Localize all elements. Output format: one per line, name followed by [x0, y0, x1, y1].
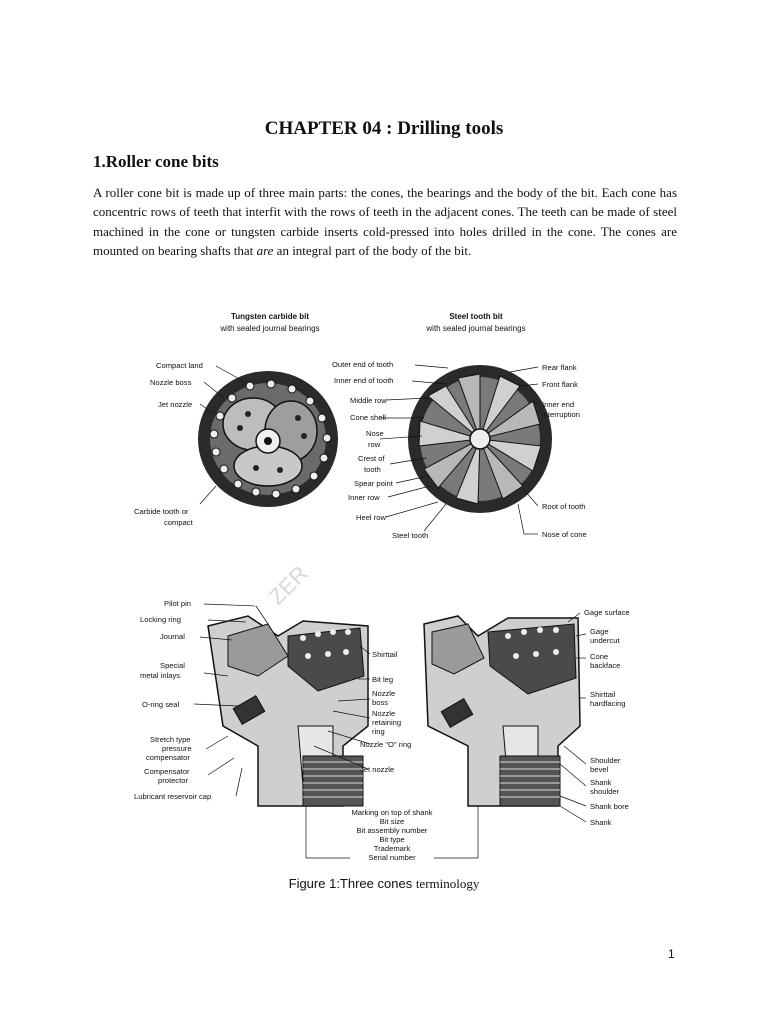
label-jet-nozzle-2: Jet nozzle	[360, 765, 395, 774]
label-gage: Gage	[590, 627, 609, 636]
label-compact-land: Compact land	[156, 361, 203, 370]
label-carbide-tooth: Carbide tooth or	[134, 507, 189, 516]
watermark: ZER	[263, 560, 313, 610]
st-bit-title: Steel tooth bit	[449, 312, 503, 321]
label-inner-row: Inner row	[348, 493, 380, 502]
label-backface: backface	[590, 661, 621, 670]
page-number: 1	[668, 947, 675, 961]
label-shank-2: Shank	[590, 818, 612, 827]
label-gage-surface: Gage surface	[584, 608, 630, 617]
paragraph-text-end: an integral part of the body of the bit.	[273, 242, 472, 258]
caption-text: Figure 1:Three cones	[288, 876, 416, 891]
figure-drawing	[128, 306, 648, 864]
label-bevel: bevel	[590, 765, 609, 774]
label-nozzle-boss: Nozzle boss	[150, 378, 192, 387]
label-stretch-type: Stretch type	[150, 735, 191, 744]
label-serial-number: Serial number	[368, 853, 416, 862]
paragraph-emphasis: are	[256, 242, 274, 258]
label-special: Special	[160, 661, 185, 670]
label-front-flank: Front flank	[542, 380, 578, 389]
label-nose: Nose	[366, 429, 384, 438]
label-bit-size: Bit size	[379, 817, 405, 826]
label-retaining: retaining	[372, 718, 402, 727]
label-undercut: undercut	[590, 636, 620, 645]
tungsten-carbide-bit-drawing	[198, 371, 338, 507]
label-inner-end: Inner end	[542, 400, 575, 409]
label-cone: Cone	[590, 652, 609, 661]
label-journal: Journal	[160, 632, 185, 641]
label-lubricant-reservoir-cap: Lubricant reservoir cap	[134, 792, 212, 801]
label-compensator-2: Compensator	[144, 767, 190, 776]
label-pilot-pin: Pilot pin	[164, 599, 192, 608]
label-spear-point: Spear point	[354, 479, 393, 488]
paragraph-text: A roller cone bit is made up of three main parts: the cones, the bearings and the body of the bit. Each cone has concentric rows of teeth that interfit with the rows of teeth in the adjacent cones. The teeth can be made of steel machined in the cone or tungsten carbide inserts cold-pressed into holes drilled in the cone. The cones are mounted on bearing shafts that	[93, 185, 677, 258]
label-compensator: compensator	[146, 753, 190, 762]
label-tooth: tooth	[364, 465, 381, 474]
label-row: row	[368, 440, 381, 449]
label-bit-leg: Bit leg	[372, 675, 394, 684]
label-shoulder-2: shoulder	[590, 787, 620, 796]
label-steel-tooth: Steel tooth	[392, 531, 429, 540]
figure-caption	[0, 876, 768, 892]
label-pressure: pressure	[162, 744, 192, 753]
label-boss: boss	[372, 698, 389, 707]
label-interruption: interruption	[542, 410, 580, 419]
label-crest-of: Crest of	[358, 454, 385, 463]
caption-text-end: terminology	[415, 876, 480, 891]
tc-bit-subtitle: with sealed journal bearings	[220, 324, 320, 333]
label-middle-row: Middle row	[350, 396, 387, 405]
label-trademark: Trademark	[373, 844, 411, 853]
roller-cone-bit-figure	[128, 306, 648, 864]
label-heel-row: Heel row	[356, 513, 386, 522]
label-shank: Shank	[590, 778, 612, 787]
label-nozzle: Nozzle	[372, 689, 396, 698]
cutaway-bit-leg-drawing	[208, 616, 368, 806]
label-shoulder: Shoulder	[590, 756, 621, 765]
chapter-title: CHAPTER 04 : Drilling tools	[264, 118, 504, 139]
label-compact: compact	[164, 518, 193, 527]
label-bit-type: Bit type	[379, 835, 405, 844]
label-cone-shell: Cone shell	[350, 413, 386, 422]
label-jet-nozzle: Jet nozzle	[158, 400, 193, 409]
label-nozzle-2: Nozzle	[372, 709, 396, 718]
label-protector: protector	[158, 776, 188, 785]
label-marking-on-top-of-shank: Marking on top of shank	[351, 808, 433, 817]
label-bit-assembly-number: Bit assembly number	[356, 826, 428, 835]
st-bit-subtitle: with sealed journal bearings	[426, 324, 526, 333]
body-paragraph	[93, 183, 677, 260]
label-metal-inlays: metal inlays	[140, 671, 181, 680]
label-shank-bore: Shank bore	[590, 802, 629, 811]
label-shirttail-2: Shirttail	[590, 690, 616, 699]
label-shirttail: Shirttail	[372, 650, 398, 659]
label-o-ring-seal: O-ring seal	[142, 700, 180, 709]
label-inner-end-of-tooth: Inner end of tooth	[334, 376, 394, 385]
label-rear-flank: Rear flank	[542, 363, 577, 372]
steel-tooth-bit-drawing	[408, 365, 552, 513]
label-locking-ring: Locking ring	[140, 615, 181, 624]
tc-bit-title: Tungsten carbide bit	[230, 312, 310, 321]
label-root-of-tooth: Root of tooth	[542, 502, 586, 511]
cutaway-bit-shank-drawing	[424, 616, 580, 806]
label-nose-of-cone: Nose of cone	[542, 530, 587, 539]
label-nozzle-o-ring: Nozzle "O" ring	[360, 740, 412, 749]
label-ring: ring	[372, 727, 385, 736]
section-heading: 1.Roller cone bits	[93, 152, 219, 171]
label-outer-end-of-tooth: Outer end of tooth	[332, 360, 394, 369]
label-hardfacing: hardfacing	[590, 699, 626, 708]
